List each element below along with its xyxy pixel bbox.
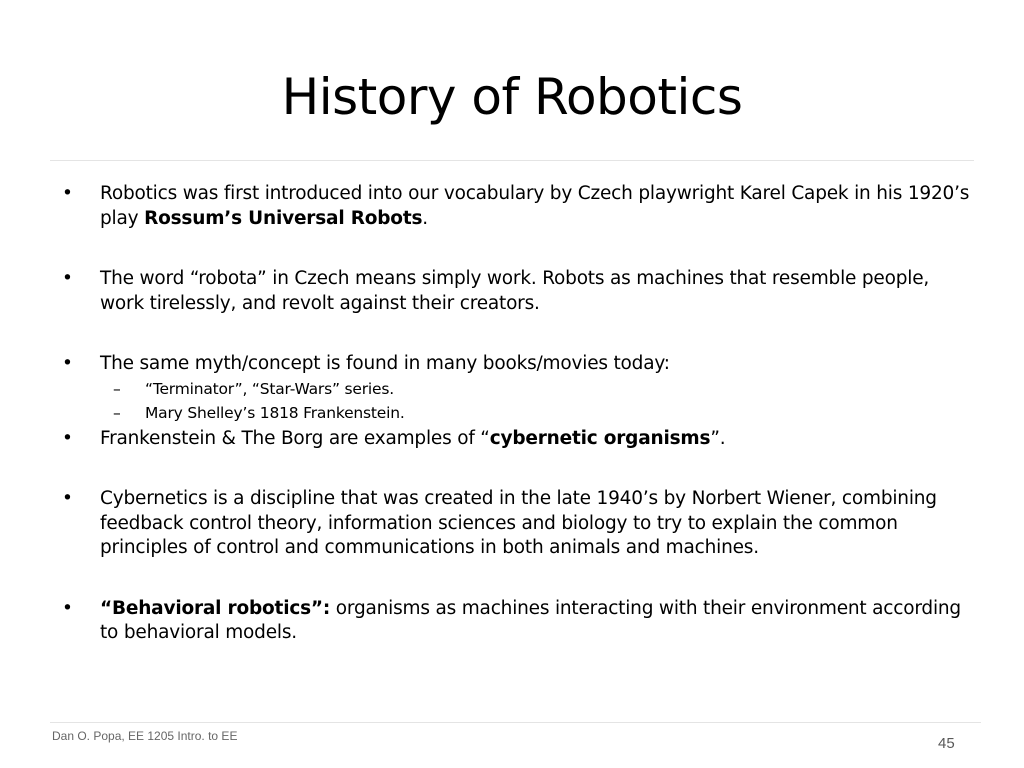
bullet-bold-text: Rossum’s Universal Robots bbox=[144, 207, 423, 229]
bullet-marker: • bbox=[62, 353, 73, 374]
bullet-item bbox=[62, 267, 974, 316]
bullet-marker: • bbox=[62, 268, 73, 289]
sub-bullet-marker: – bbox=[113, 379, 121, 398]
title-divider bbox=[50, 160, 974, 161]
slide-number: 45 bbox=[938, 735, 955, 752]
bullet-bold-text: cybernetic organisms bbox=[489, 427, 711, 449]
bullet-item bbox=[62, 352, 974, 377]
bullet-text-end: ”. bbox=[710, 427, 726, 449]
footer-author: Dan O. Popa, EE 1205 Intro. to EE bbox=[52, 729, 238, 743]
sub-bullet-text: “Terminator”, “Star-Wars” series. bbox=[145, 379, 394, 398]
slide-title: History of Robotics bbox=[281, 68, 743, 126]
sub-bullet-item bbox=[62, 401, 974, 425]
sub-bullet-marker: – bbox=[113, 403, 121, 422]
bullet-text: The word “robota” in Czech means simply work. Robots as machines that resemble people, work tirelessly, and revolt against their creators. bbox=[100, 268, 930, 314]
bullet-item bbox=[62, 182, 974, 231]
bullet-list bbox=[62, 182, 974, 646]
sub-bullet-text: Mary Shelley’s 1818 Frankenstein. bbox=[145, 403, 405, 422]
bullet-item bbox=[62, 597, 974, 646]
bullet-text: The same myth/concept is found in many books/movies today: bbox=[100, 353, 670, 374]
bullet-marker: • bbox=[62, 597, 73, 619]
bullet-text-end: organisms as machines interacting with their environment according to behavioral models. bbox=[100, 597, 961, 643]
bullet-text: Frankenstein & The Borg are examples of “ bbox=[100, 427, 490, 449]
bullet-item bbox=[62, 487, 974, 561]
bullet-bold-text: “Behavioral robotics”: bbox=[100, 597, 331, 619]
bullet-item bbox=[62, 427, 974, 452]
footer-divider bbox=[50, 722, 981, 723]
bullet-marker: • bbox=[62, 488, 73, 509]
bullet-text-end: . bbox=[422, 207, 428, 229]
bullet-marker: • bbox=[62, 427, 73, 449]
bullet-text: Robotics was first introduced into our vocabulary by Czech playwright Karel Capek in his 1920’s play bbox=[100, 183, 970, 229]
sub-bullet-item bbox=[62, 377, 974, 401]
bullet-marker: • bbox=[62, 183, 73, 204]
bullet-text: Cybernetics is a discipline that was created in the late 1940’s by Norbert Wiener, combining feedback control theory, information sciences and biology to try to explain the common principles of control and communications in both animals and machines. bbox=[100, 488, 937, 558]
